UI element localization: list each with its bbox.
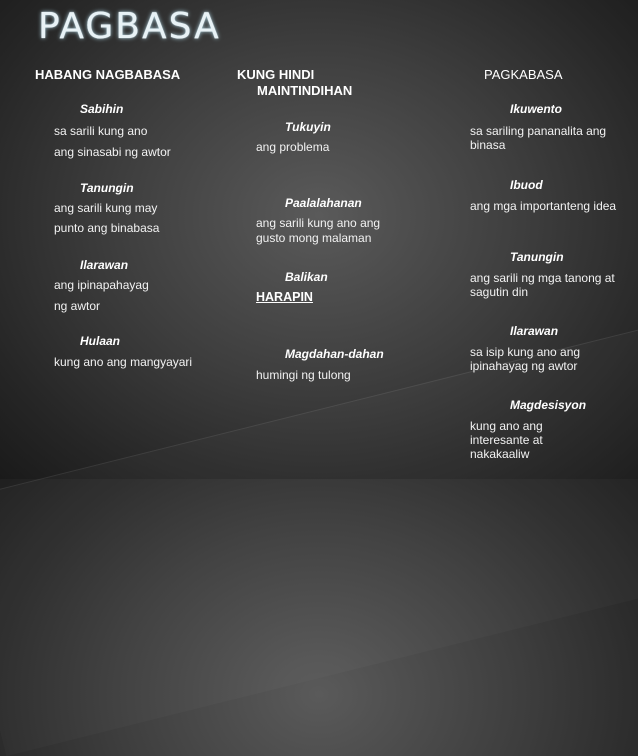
- section-text: ang sarili kung ano ang: [256, 216, 381, 230]
- section-text: ang sarili ng mga tanong at sagutin din: [470, 271, 615, 299]
- column-header: PAGKABASA: [484, 67, 563, 82]
- section-heading: Tukuyin: [285, 120, 331, 134]
- section-heading: Ibuod: [510, 178, 543, 192]
- section-text: kung ano ang mangyayari: [54, 355, 193, 369]
- section-text: sa sarili kung ano: [54, 124, 148, 138]
- column-header: KUNG HINDI: [237, 67, 315, 82]
- section-text: ang problema: [256, 140, 330, 154]
- section-heading: Tanungin: [80, 181, 134, 195]
- section-text: sa sariling pananalita ang binasa: [470, 124, 607, 152]
- section-text: ang ipinapahayag: [54, 278, 149, 292]
- section-text: ng awtor: [54, 299, 101, 313]
- section-heading: Magdahan-dahan: [285, 347, 384, 361]
- section-text: ang sarili kung may: [54, 201, 158, 215]
- section-heading: Balikan: [285, 270, 328, 284]
- section-heading: Ilarawan: [80, 258, 129, 272]
- section-heading: Magdesisyon: [510, 398, 587, 412]
- section-text: humingi ng tulong: [256, 368, 351, 382]
- section-text: kung ano ang interesante at nakakaaliw: [470, 419, 543, 461]
- section-text: sa isip kung ano ang ipinahayag ng awtor: [470, 345, 581, 373]
- section-text: punto ang binabasa: [54, 221, 160, 235]
- column-header: HABANG NAGBABASA: [35, 67, 181, 82]
- slide-title: PAGBASA: [38, 6, 221, 47]
- section-text: ang sinasabi ng awtor: [54, 145, 171, 159]
- section-heading: Tanungin: [510, 250, 564, 264]
- section-text: ang mga importanteng idea: [470, 199, 617, 213]
- section-text: gusto mong malaman: [256, 231, 372, 245]
- section-heading: Ilarawan: [510, 324, 559, 338]
- section-heading: Ikuwento: [510, 102, 563, 116]
- section-heading: Paalalahanan: [285, 196, 362, 210]
- section-heading: Sabihin: [80, 102, 124, 116]
- section-heading: Hulaan: [80, 334, 121, 348]
- column-header: MAINTINDIHAN: [257, 83, 353, 98]
- emphasis-text: HARAPIN: [256, 290, 313, 304]
